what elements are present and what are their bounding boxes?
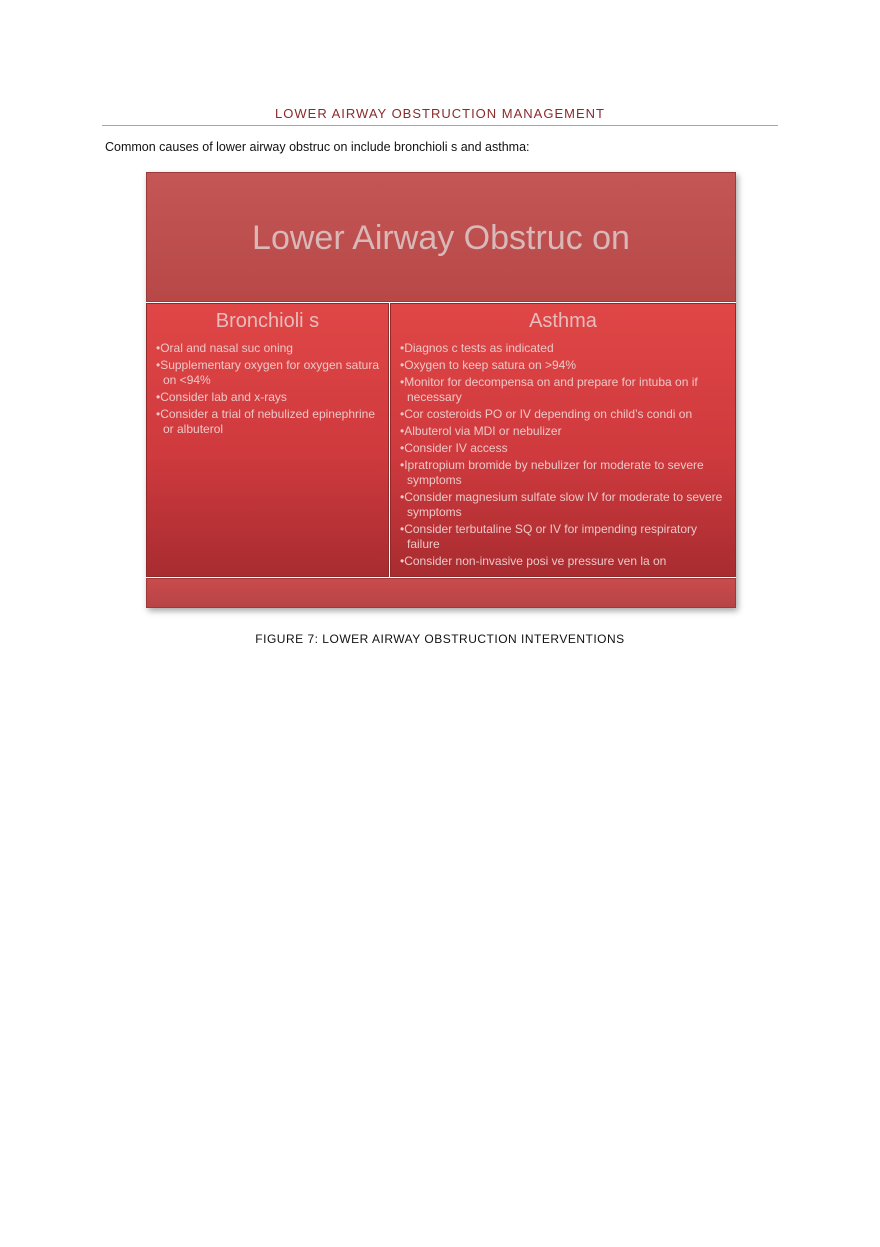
list-item: • Ipratropium bromide by nebulizer for moderate to severe symptoms	[399, 458, 727, 488]
list-item: • Oxygen to keep satura on >94%	[399, 358, 727, 373]
list-item: • Oral and nasal suc oning	[155, 341, 380, 356]
list-item: • Diagnos c tests as indicated	[399, 341, 727, 356]
header-divider	[102, 125, 778, 126]
asthma-column	[390, 303, 736, 577]
list-item: • Consider IV access	[399, 441, 727, 456]
list-item: • Consider magnesium sulfate slow IV for moderate to severe symptoms	[399, 490, 727, 520]
figure-caption: FIGURE 7: LOWER AIRWAY OBSTRUCTION INTERVENTIONS	[255, 632, 625, 646]
diagram-footer-bar	[146, 578, 736, 608]
list-item: • Consider terbutaline SQ or IV for impending respiratory failure	[399, 522, 727, 552]
asthma-list	[399, 341, 727, 569]
bronchiolitis-heading: Bronchioli s	[215, 310, 320, 332]
intro-paragraph: Common causes of lower airway obstruc on include bronchioli s and asthma:	[105, 140, 530, 154]
bronchiolitis-column	[146, 303, 389, 577]
page-header-title: LOWER AIRWAY OBSTRUCTION MANAGEMENT	[275, 106, 605, 121]
obstruction-diagram	[146, 172, 736, 608]
diagram-title: Lower Airway Obstruc on	[146, 172, 736, 302]
bronchiolitis-list	[155, 341, 380, 437]
list-item: • Albuterol via MDI or nebulizer	[399, 424, 727, 439]
list-item: • Supplementary oxygen for oxygen satura on <94%	[155, 358, 380, 388]
list-item: • Consider a trial of nebulized epinephrine or albuterol	[155, 407, 380, 437]
list-item: • Consider lab and x-rays	[155, 390, 380, 405]
asthma-heading: Asthma	[529, 310, 597, 332]
list-item: • Monitor for decompensa on and prepare for intuba on if necessary	[399, 375, 727, 405]
list-item: • Cor costeroids PO or IV depending on child’s condi on	[399, 407, 727, 422]
list-item: • Consider non-invasive posi ve pressure ven la on	[399, 554, 727, 569]
